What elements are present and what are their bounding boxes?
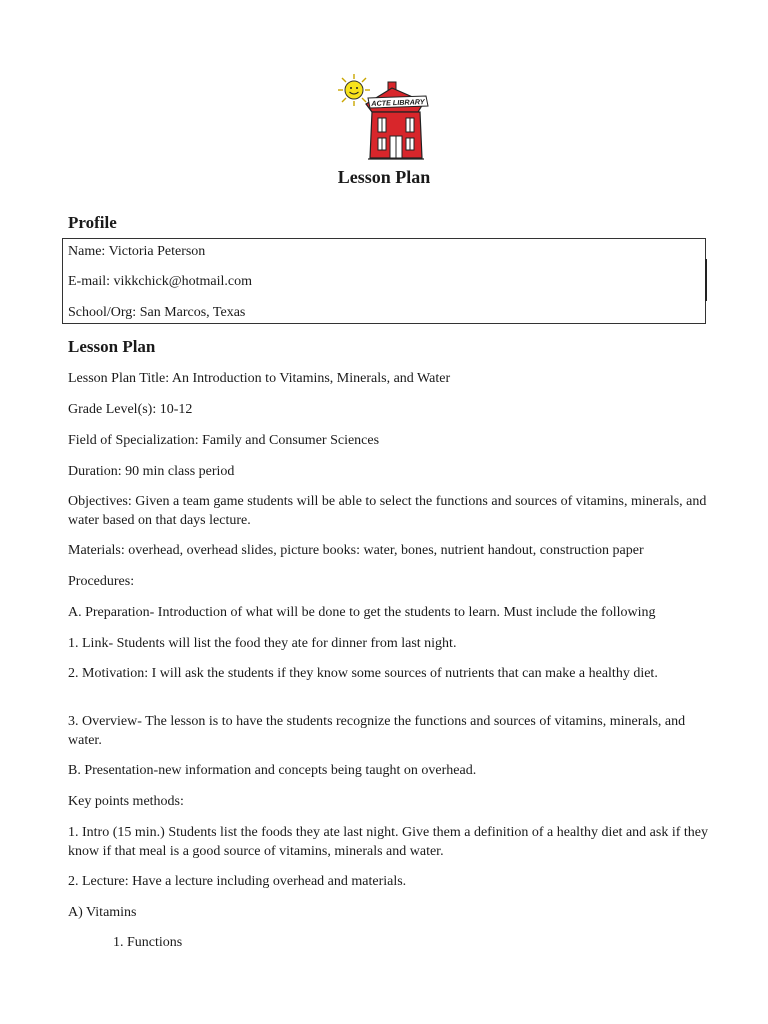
lesson-title-line: Lesson Plan Title: An Introduction to Vitamins, Minerals, and Water (68, 371, 451, 386)
profile-school: School/Org: San Marcos, Texas (68, 305, 246, 320)
motivation-paragraph: 2. Motivation: I will ask the students if they know some sources of nutrients that can make a healthy diet. (68, 666, 658, 681)
link-line: 1. Link- Students will list the food they ate for dinner from last night. (68, 636, 457, 651)
profile-email: E-mail: vikkchick@hotmail.com (68, 274, 252, 289)
materials-line: Materials: overhead, overhead slides, picture books: water, bones, nutrient handout, construction paper (68, 543, 644, 558)
lecture-line: 2. Lecture: Have a lecture including overhead and materials. (68, 874, 407, 889)
document-title: Lesson Plan (337, 167, 431, 187)
sun-icon (345, 81, 363, 99)
key-points-line: Key points methods: (68, 794, 184, 809)
duration-line: Duration: 90 min class period (68, 464, 235, 479)
profile-box-edge (705, 259, 707, 301)
grade-level-line: Grade Level(s): 10-12 (68, 402, 193, 417)
objectives-paragraph: Objectives: Given a team game students will be able to select the functions and sources of vitamins, minerals, and water based on that days lecture. (68, 494, 707, 528)
presentation-line: B. Presentation-new information and concepts being taught on overhead. (68, 763, 477, 778)
profile-heading: Profile (68, 213, 117, 232)
functions-line: 1. Functions (113, 935, 183, 950)
intro-paragraph: 1. Intro (15 min.) Students list the foods they ate last night. Give them a definition of a healthy diet and ask if they know if that meal is a good source of vitamins, minerals and water. (68, 825, 708, 859)
lesson-plan-heading: Lesson Plan (68, 337, 156, 356)
logo-banner-text: ACTE LIBRARY (371, 97, 425, 108)
profile-name: Name: Victoria Peterson (68, 244, 206, 259)
acte-library-schoolhouse-logo (334, 72, 434, 164)
overview-paragraph: 3. Overview- The lesson is to have the students recognize the functions and sources of vitamins, minerals, and water. (68, 714, 686, 748)
preparation-line: A. Preparation- Introduction of what will be done to get the students to learn. Must include the following (68, 605, 656, 620)
field-line: Field of Specialization: Family and Consumer Sciences (68, 433, 380, 448)
procedures-line: Procedures: (68, 574, 135, 589)
vitamins-line: A) Vitamins (68, 905, 137, 920)
